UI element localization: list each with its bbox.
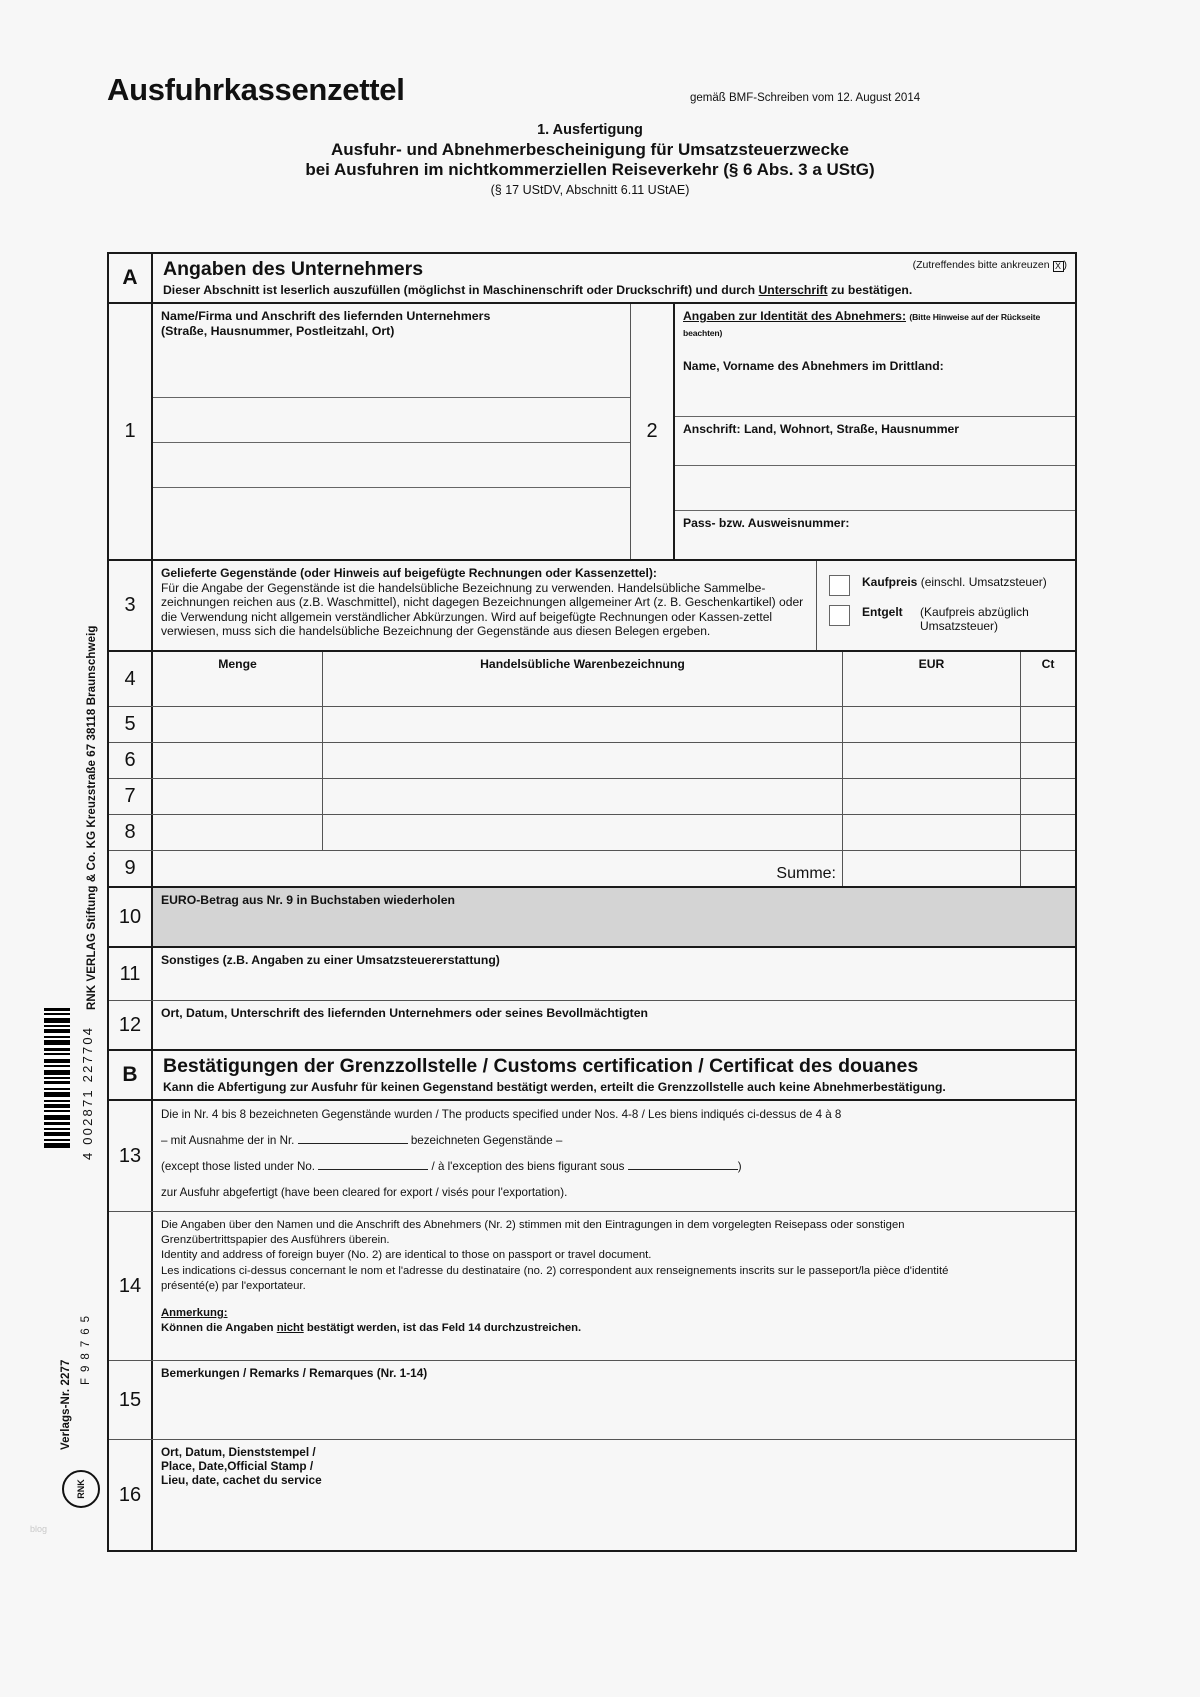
field-14-de-2: Grenzübertrittspapier des Ausführers überein. [161, 1234, 390, 1247]
field-13-line-3-mid: / à l'exception des biens figurant sous [431, 1160, 625, 1173]
table-row[interactable] [109, 707, 1075, 743]
field-2-passport-label: Pass- bzw. Ausweisnummer: [683, 516, 850, 530]
cell-menge[interactable] [153, 707, 323, 742]
cell-warenbezeichnung[interactable] [323, 815, 843, 850]
checkbox-instruction [913, 259, 1067, 271]
cell-warenbezeichnung[interactable] [323, 707, 843, 742]
entgelt-note-1: (Kaufpreis abzüglich [920, 605, 1029, 619]
field-3-body: Für die Angabe der Gegenstände ist die handelsübliche Bezeichnung zu verwenden. Handelsübliche Sammelbe-zeichnungen reichen aus (z.B. Waschmittel), nicht dagegen Bezeichnungen allgemeiner Art (z. B. Geschenkartikel) oder die Verwendung nicht allgemein verständlicher Abkürzungen. Wird auf beigefügte Rechnungen oder Kassen-zettel verwiesen, muss sich die handelsübliche Bezeichnung der Gegenstände aus diesen Belegen ergeben. [161, 580, 804, 639]
field-2-address-label: Anschrift: Land, Wohnort, Straße, Hausnummer [683, 422, 960, 436]
field-16-line-2: Place, Date,Official Stamp / [161, 1459, 314, 1473]
section-a-heading: Angaben des Unternehmers [163, 258, 424, 280]
section-b-heading: Bestätigungen der Grenzzollstelle / Customs certification / Certificat des douanes [163, 1055, 919, 1077]
verlags-nr: Verlags-Nr. 2277 [60, 1359, 72, 1450]
goods-header-row [109, 652, 1075, 707]
goods-row-number-9: 9 [109, 851, 153, 886]
checkbox-instruction-pre: (Zutreffendes bitte ankreuzen [912, 259, 1053, 271]
column-header-eur: EUR [843, 652, 1021, 706]
field-16-number: 16 [109, 1440, 153, 1550]
section-a-row [109, 254, 1075, 304]
field-1-number: 1 [109, 304, 153, 559]
cell-warenbezeichnung[interactable] [323, 743, 843, 778]
field-16-row [109, 1440, 1075, 1550]
field-14-row [109, 1212, 1075, 1361]
cell-ct[interactable] [1021, 743, 1075, 778]
field-12-block[interactable] [153, 1001, 1075, 1049]
column-header-ct: Ct [1041, 657, 1055, 671]
field-16-block[interactable] [153, 1440, 1075, 1550]
field-10-label: EURO-Betrag aus Nr. 9 in Buchstaben wiederholen [161, 893, 455, 907]
goods-row-number-5: 5 [109, 707, 153, 742]
field-13-row [109, 1101, 1075, 1212]
field-15-block[interactable] [153, 1361, 1075, 1439]
page-title: Ausfuhrkassenzettel [107, 72, 405, 107]
section-a-sub-underlined: Unterschrift [758, 283, 828, 297]
field-12-label: Ort, Datum, Unterschrift des liefernden Unternehmers oder seines Bevollmächtigten [161, 1006, 648, 1020]
field-11-row [109, 948, 1075, 1001]
cell-ct[interactable] [1021, 815, 1075, 850]
field-2-name-label: Name, Vorname des Abnehmers im Drittland: [683, 359, 944, 373]
field-15-label: Bemerkungen / Remarks / Remarques (Nr. 1-14) [161, 1366, 428, 1380]
cell-summe-ct[interactable] [1021, 851, 1075, 886]
table-row[interactable] [109, 779, 1075, 815]
field-12-number: 12 [109, 1001, 153, 1049]
section-b-banner [153, 1051, 1075, 1099]
section-b-letter: B [109, 1051, 153, 1099]
field-3-row [109, 561, 1075, 652]
field-2-number: 2 [631, 304, 675, 559]
form-table [107, 252, 1077, 1552]
field-14-anmerkung-text [161, 1321, 1067, 1336]
field-13-line-2 [161, 1133, 1067, 1148]
section-b-subheading: Kann die Abfertigung zur Ausfuhr für keinen Gegenstand bestätigt werden, erteilt die Grenzzollstelle auch keine Abnehmerbestätigung. [163, 1080, 946, 1094]
field-2-block [675, 304, 1075, 559]
field-14-number: 14 [109, 1212, 153, 1360]
field-11-block[interactable] [153, 948, 1075, 1000]
barcode-digits: 4 002871 227704 [80, 1025, 95, 1160]
field-3-options [817, 561, 1075, 650]
cell-warenbezeichnung[interactable] [323, 779, 843, 814]
field-14-en: Identity and address of foreign buyer (No. 2) are identical to those on passport or travel document. [161, 1249, 652, 1262]
field-1-label-line2: (Straße, Hausnummer, Postleitzahl, Ort) [161, 324, 395, 338]
field-13-line-4: zur Ausfuhr abgefertigt (have been cleared for export / visés pour l'exportation). [161, 1186, 568, 1199]
field-2-identity-label: Angaben zur Identität des Abnehmers: [683, 309, 907, 323]
field-13-line-1: Die in Nr. 4 bis 8 bezeichneten Gegenstände wurden / The products specified under Nos. 4-8 / Les biens indiqués ci-dessus de 4 à 8 [161, 1108, 842, 1121]
table-row[interactable] [109, 815, 1075, 851]
field-11-label: Sonstiges (z.B. Angaben zu einer Umsatzsteuererstattung) [161, 953, 500, 967]
summe-label-cell [153, 851, 843, 886]
cell-menge[interactable] [153, 815, 323, 850]
field-3-text [153, 561, 817, 650]
section-b-row [109, 1051, 1075, 1101]
document-subtitle [107, 122, 1073, 197]
field-14-fr-2: présenté(e) par l'exportateur. [161, 1279, 306, 1292]
rnk-logo-text: RNK [76, 1479, 86, 1499]
subtitle-line-2a: Ausfuhr- und Abnehmerbescheinigung für Umsatzsteuerzwecke [331, 140, 849, 159]
field-15-number: 15 [109, 1361, 153, 1439]
field-3-title: Gelieferte Gegenstände (oder Hinweis auf beigefügte Rechnungen oder Kassenzettel): [161, 566, 657, 580]
field-1-label-line1: Name/Firma und Anschrift des liefernden Unternehmers [161, 309, 491, 323]
cell-eur[interactable] [843, 743, 1021, 778]
field-13-blank-2[interactable] [318, 1159, 428, 1170]
left-margin-strip [0, 0, 105, 1697]
field-15-row [109, 1361, 1075, 1440]
field-1-block [153, 304, 631, 559]
field-14-anm-post: bestätigt werden, ist das Feld 14 durchzustreichen. [303, 1322, 582, 1335]
field-10-block[interactable] [153, 888, 1075, 946]
goods-row-number-7: 7 [109, 779, 153, 814]
option-kaufpreis[interactable] [829, 575, 1067, 596]
field-13-block [153, 1101, 1075, 1211]
cell-menge[interactable] [153, 779, 323, 814]
field-13-line-3 [161, 1159, 1067, 1174]
bmf-reference: gemäß BMF-Schreiben vom 12. August 2014 [690, 92, 921, 104]
form-code: F 9 8 7 6 5 [80, 1314, 92, 1385]
column-header-warenbezeichnung: Handelsübliche Warenbezeichnung [323, 652, 843, 706]
section-a-letter: A [109, 254, 153, 302]
section-a-banner [153, 254, 1075, 302]
option-entgelt[interactable] [829, 605, 1067, 633]
checkbox-instruction-post: ) [1063, 259, 1067, 271]
field-16-line-1: Ort, Datum, Dienststempel / [161, 1445, 316, 1459]
field-13-blank-3[interactable] [628, 1159, 738, 1170]
summe-row [109, 851, 1075, 888]
barcode [44, 1008, 70, 1158]
table-header [153, 652, 1075, 706]
cell-ct[interactable] [1021, 707, 1075, 742]
field-16-line-3: Lieu, date, cachet du service [161, 1473, 322, 1487]
field-13-line-2-post: bezeichneten Gegenstände – [410, 1134, 563, 1147]
section-a-subheading [163, 283, 1065, 297]
field-14-anmerkung-label: Anmerkung: [161, 1307, 228, 1320]
subtitle-line-2b: bei Ausfuhren im nichtkommerziellen Reiseverkehr (§ 6 Abs. 3 a UStG) [305, 160, 875, 179]
fields-1-2-row [109, 304, 1075, 561]
cell-eur[interactable] [843, 815, 1021, 850]
goods-row-number-4: 4 [109, 652, 153, 706]
section-a-sub-pre: Dieser Abschnitt ist leserlich auszufüllen (möglichst in Maschinenschrift oder Druckschrift) und durch [163, 283, 759, 297]
field-14-anm-underlined: nicht [276, 1322, 304, 1335]
field-13-number: 13 [109, 1101, 153, 1211]
entgelt-note-2: Umsatzsteuer) [920, 619, 999, 633]
rnk-logo-icon [62, 1470, 100, 1508]
watermark: blog [30, 1524, 48, 1534]
field-14-anm-pre: Können die Angaben [161, 1322, 277, 1335]
field-3-number: 3 [109, 561, 153, 650]
field-13-blank-1[interactable] [298, 1133, 408, 1144]
subtitle-line-3: (§ 17 UStDV, Abschnitt 6.11 UStAE) [490, 183, 690, 197]
cell-ct[interactable] [1021, 779, 1075, 814]
cell-summe-eur[interactable] [843, 851, 1021, 886]
field-12-row [109, 1001, 1075, 1051]
cell-eur[interactable] [843, 779, 1021, 814]
checked-box-icon: X [1053, 261, 1064, 272]
cell-menge[interactable] [153, 743, 323, 778]
field-2-identity-note: (Bitte Hinweise auf der Rückseite beachten) [683, 312, 1041, 338]
field-13-line-3-pre: (except those listed under No. [161, 1160, 316, 1173]
field-13-line-3-post: ) [737, 1160, 742, 1173]
field-10-number: 10 [109, 888, 153, 946]
field-14-block [153, 1212, 1075, 1360]
subtitle-line-1: 1. Ausfertigung [537, 122, 643, 138]
field-10-row [109, 888, 1075, 948]
publisher-imprint: RNK VERLAG Stiftung & Co. KG Kreuzstraße 67 38118 Braunschweig [86, 625, 98, 1010]
kaufpreis-note: (einschl. Umsatzsteuer) [917, 575, 1047, 589]
field-11-number: 11 [109, 948, 153, 1000]
goods-row-number-6: 6 [109, 743, 153, 778]
field-13-line-2-pre: – mit Ausnahme der in Nr. [161, 1134, 295, 1147]
kaufpreis-checkbox[interactable] [829, 575, 850, 596]
entgelt-label: Entgelt [862, 605, 903, 619]
field-14-fr-1: Les indications ci-dessus concernant le nom et l'adresse du destinataire (no. 2) correspondent aux renseignements inscrits sur le passeport/la pièce d'identité [161, 1264, 949, 1277]
table-row[interactable] [109, 743, 1075, 779]
cell-eur[interactable] [843, 707, 1021, 742]
section-a-sub-post: zu bestätigen. [827, 283, 913, 297]
goods-row-number-8: 8 [109, 815, 153, 850]
summe-label: Summe: [776, 865, 836, 882]
entgelt-checkbox[interactable] [829, 605, 850, 626]
kaufpreis-label: Kaufpreis [862, 575, 918, 589]
column-header-menge: Menge [153, 652, 323, 706]
field-14-de-1: Die Angaben über den Namen und die Anschrift des Abnehmers (Nr. 2) stimmen mit den Eintragungen in dem vorgelegten Reisepass oder sonstigen [161, 1219, 905, 1231]
